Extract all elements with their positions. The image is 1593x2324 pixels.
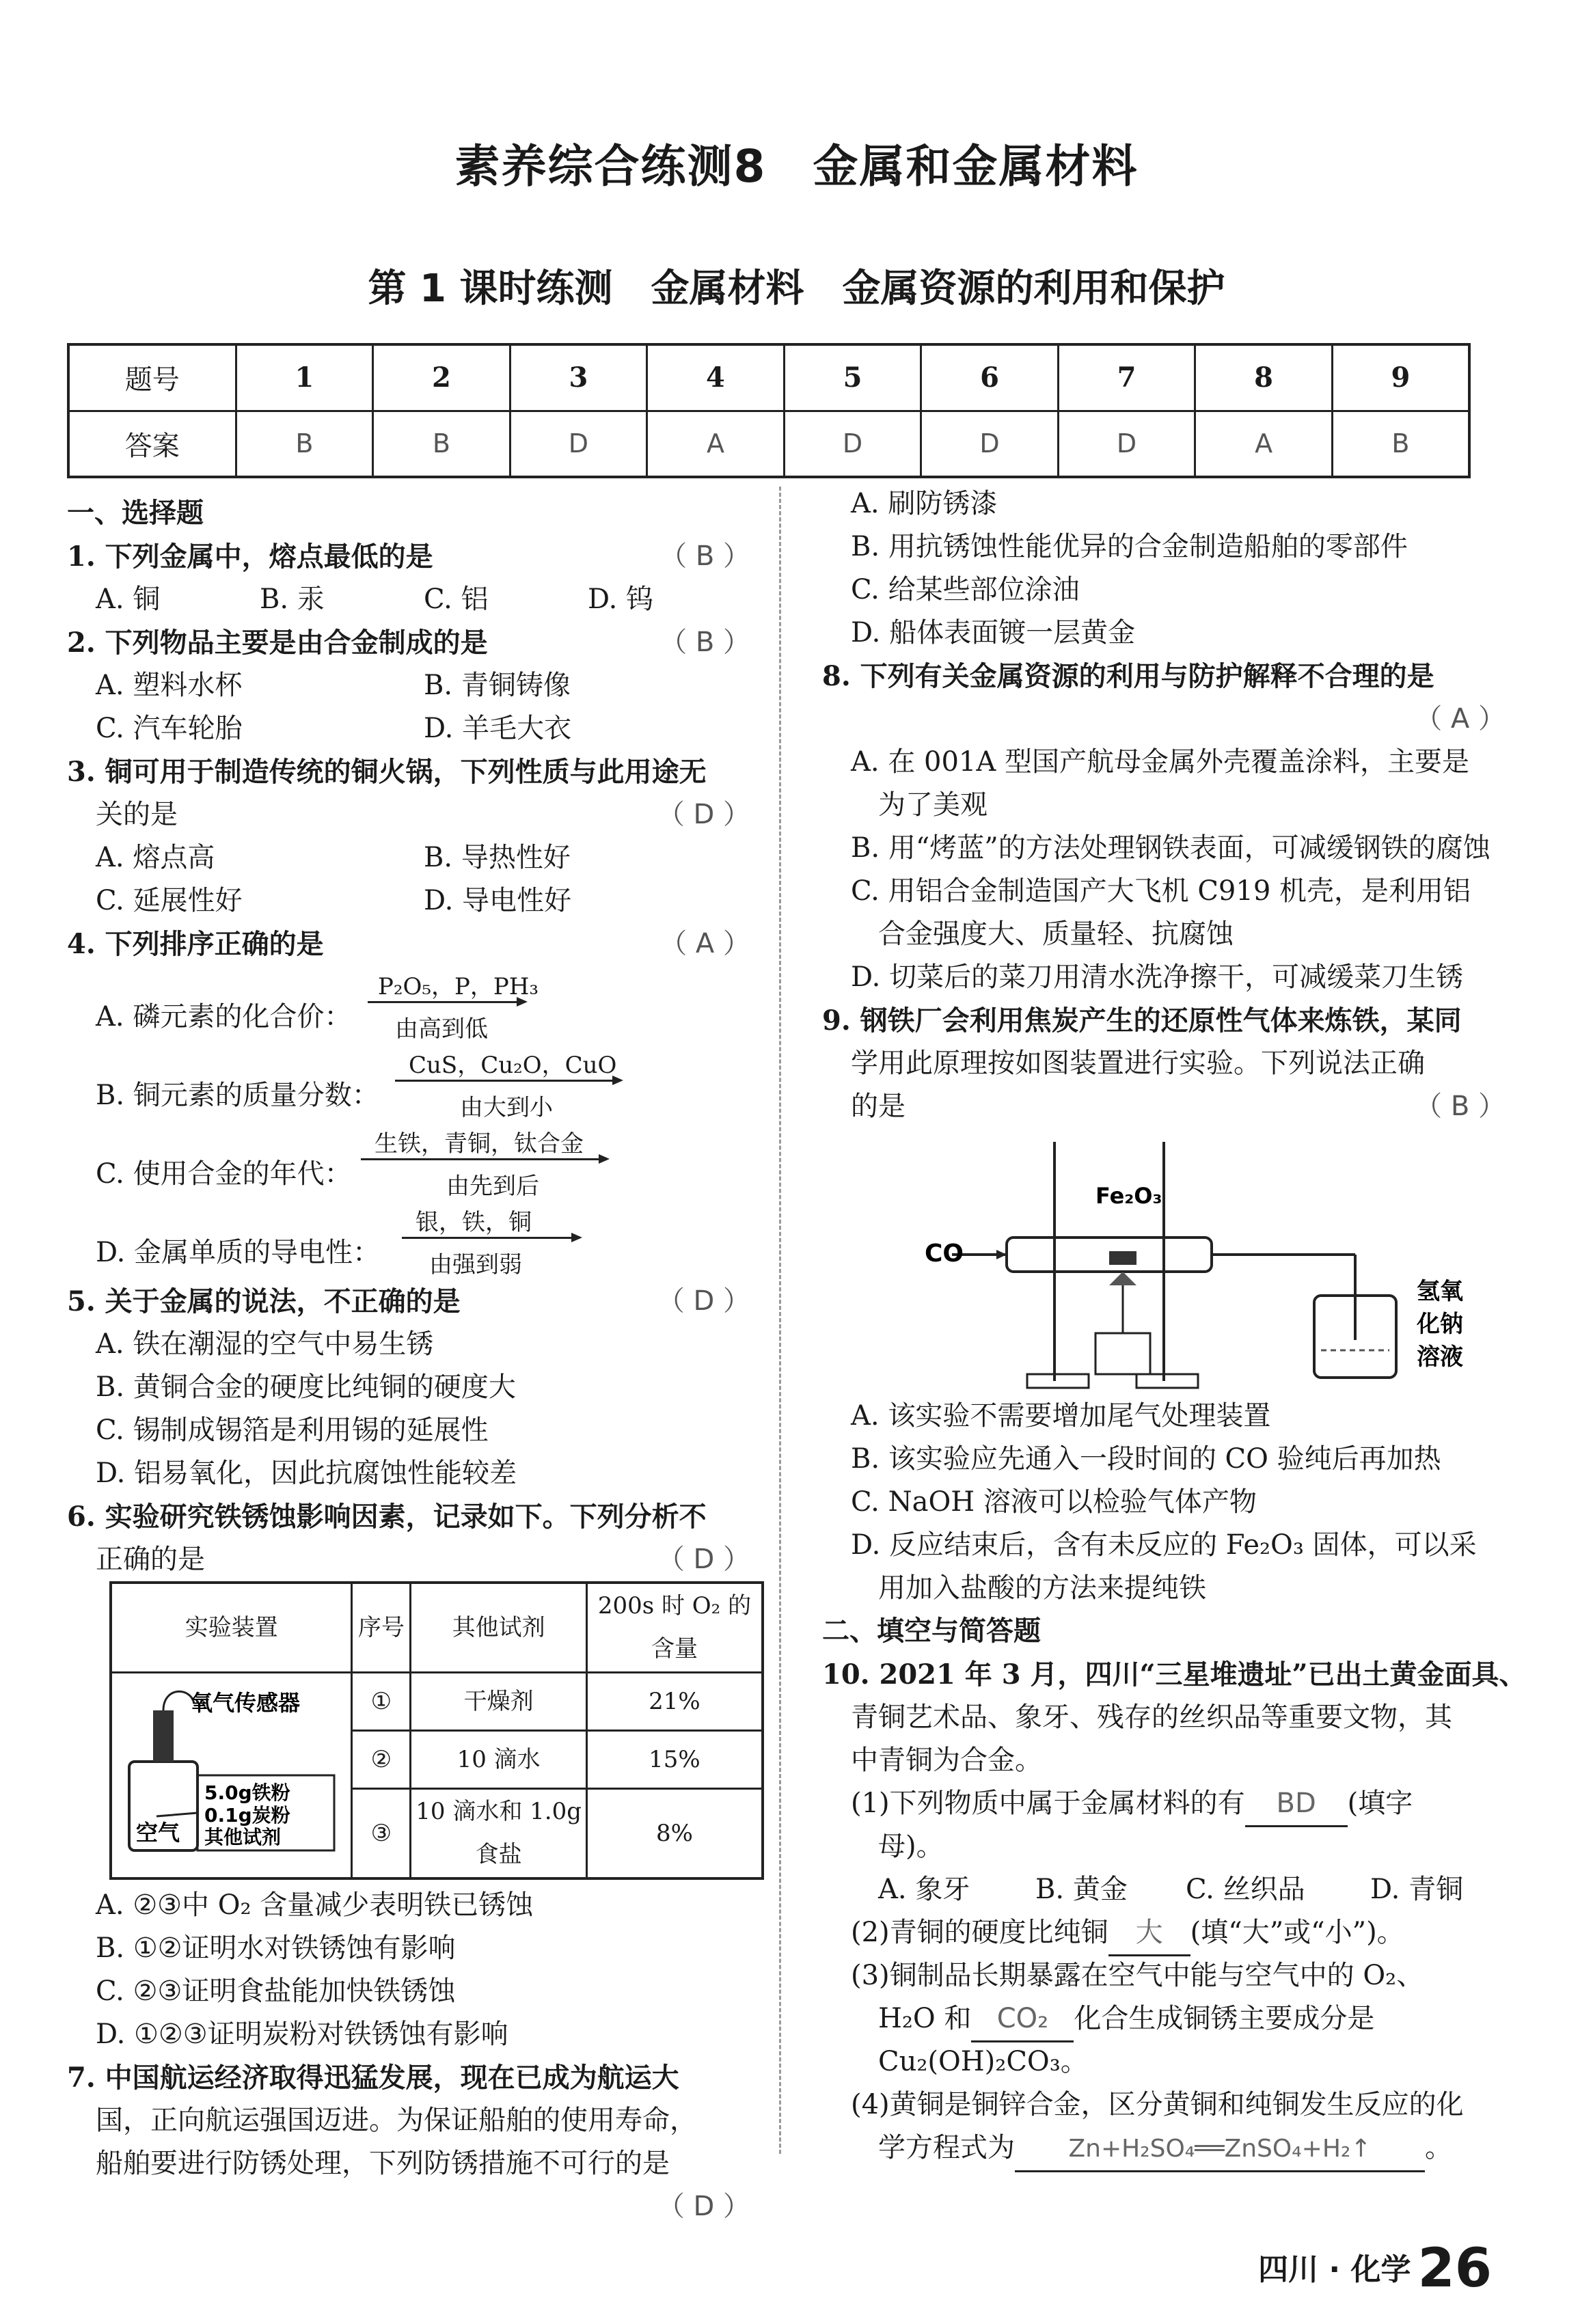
answer-cell: A <box>647 411 785 477</box>
option: D. ①②③证明炭粉对铁锈蚀有影响 <box>96 2019 508 2050</box>
exp-header: 序号 <box>352 1583 411 1673</box>
option: B. ①②证明水对铁锈蚀有影响 <box>96 1932 456 1964</box>
exp-cell: 10 滴水 <box>411 1731 587 1789</box>
lesson-subtitle: 第 1 课时练测 金属材料 金属资源的利用和保护 <box>368 266 1225 311</box>
option-cont: 用加入盐酸的方法来提纯铁 <box>878 1572 1206 1604</box>
option-cont: 合金强度大、质量轻、抗腐蚀 <box>878 918 1234 950</box>
option: D. 铝易氧化，因此抗腐蚀性能较差 <box>96 1458 517 1489</box>
co-reduction-apparatus-icon <box>822 1128 1506 1395</box>
exp-header: 实验装置 <box>111 1583 352 1673</box>
option: D. 反应结束后，含有未反应的 Fe₂O₃ 固体，可以采 <box>851 1529 1477 1561</box>
sequence-order: 由大到小 <box>460 1094 553 1121</box>
part-2-text: (2)青铜的硬度比纯铜 <box>851 1917 1108 1948</box>
experiment-figure <box>822 1128 1506 1395</box>
exp-header: 200s 时 O₂ 的含量 <box>586 1583 763 1673</box>
exp-cell: 8% <box>586 1789 763 1879</box>
exp-cell: ① <box>352 1673 411 1731</box>
question-stem: 4. 下列排序正确的是 <box>67 928 324 960</box>
sequence-items: 生铁，青铜，钛合金 <box>375 1130 584 1158</box>
answer-mark: （ A ） <box>1415 703 1506 735</box>
blank-answer: 大 <box>1108 1911 1190 1956</box>
option-cont: 为了美观 <box>878 789 988 821</box>
device-box-line: 5.0g铁粉 <box>204 1781 290 1804</box>
part-4-text: 。 <box>1425 2132 1452 2163</box>
option: C. 汽车轮胎 <box>96 713 243 744</box>
answer-mark: （ B ） <box>1415 1091 1506 1122</box>
question-9: 9. 钢铁厂会利用焦炭产生的还原性气体来炼铁，某同 <box>822 1004 1462 1037</box>
exp-cell: ② <box>352 1731 411 1789</box>
option-d-sequence <box>67 1201 750 1280</box>
question-number: 9 <box>1332 344 1469 411</box>
page-title: 素养综合练测8 金属和金属材料 <box>454 140 1139 193</box>
question-number: 4 <box>647 344 785 411</box>
option: A. 铁在潮湿的空气中易生锈 <box>96 1328 434 1360</box>
part-1-text: (1)下列物质中属于金属材料的有 <box>851 1788 1245 1819</box>
option: D. 青铜 <box>1370 1874 1464 1905</box>
blank-answer: CO₂ <box>971 1997 1074 2042</box>
option: B. 导热性好 <box>424 842 571 873</box>
question-stem-cont: 青铜艺术品、象牙、残存的丝织品等重要文物，其 <box>851 1701 1452 1733</box>
left-column <box>67 492 750 2228</box>
answer-cell: D <box>784 411 921 477</box>
arrow-icon <box>402 1237 580 1239</box>
sequence-items: 银，铁，铜 <box>416 1209 532 1236</box>
option: A. 铜 <box>96 584 161 615</box>
question-number: 3 <box>510 344 647 411</box>
question-10: 10. 2021 年 3 月，四川“三星堆遗址”已出土黄金面具、 <box>822 1658 1527 1691</box>
part-2-text: (填“大”或“小”)。 <box>1190 1917 1404 1948</box>
arrow-icon <box>368 1001 525 1003</box>
exp-header: 其他试剂 <box>411 1583 587 1673</box>
question-stem: 5. 关于金属的说法，不正确的是 <box>67 1285 461 1317</box>
exp-cell: 15% <box>586 1731 763 1789</box>
question-stem-cont: 关的是 <box>96 799 178 830</box>
question-1 <box>67 535 750 578</box>
question-stem-cont: 国，正向航运强国迈进。为保证船舶的使用寿命， <box>96 2105 697 2136</box>
question-6: 6. 实验研究铁锈蚀影响因素，记录如下。下列分析不 <box>67 1501 707 1533</box>
experiment-table <box>109 1581 764 1880</box>
question-number: 2 <box>373 344 510 411</box>
option: A. 刷防锈漆 <box>851 488 998 519</box>
section-heading-fill: 二、填空与简答题 <box>822 1615 1041 1647</box>
question-number: 6 <box>921 344 1059 411</box>
page-footer <box>1258 2238 1492 2299</box>
sequence-order: 由高到低 <box>395 1015 488 1043</box>
answer-cell: D <box>1058 411 1195 477</box>
question-5 <box>67 1280 750 1323</box>
part-3-formula: Cu₂(OH)₂CO₃。 <box>878 2046 1088 2077</box>
answer-cell: D <box>921 411 1059 477</box>
option: A. 塑料水杯 <box>96 670 243 701</box>
question-number: 5 <box>784 344 921 411</box>
arrow-icon <box>395 1080 621 1082</box>
answer-mark: （ D ） <box>657 1285 750 1317</box>
option: C. 丝织品 <box>1186 1874 1305 1905</box>
question-stem-cont: 的是 <box>851 1091 906 1122</box>
blank-answer: BD <box>1245 1782 1348 1827</box>
option: A. 熔点高 <box>96 842 215 873</box>
option: C. ②③证明食盐能加快铁锈蚀 <box>96 1976 456 2007</box>
exp-cell: 10 滴水和 1.0g 食盐 <box>411 1789 587 1879</box>
part-3-text: H₂O 和 <box>878 2003 972 2034</box>
part-1-cont: 母)。 <box>878 1831 944 1862</box>
answer-mark: （ D ） <box>657 1544 750 1575</box>
question-number: 1 <box>236 344 373 411</box>
sensor-label: 氧气传感器 <box>190 1689 300 1716</box>
question-stem-cont: 正确的是 <box>96 1544 205 1575</box>
device-box-line: 0.1g炭粉 <box>204 1803 290 1827</box>
co-label: CO <box>925 1240 964 1268</box>
answer-mark: （ B ） <box>659 541 750 572</box>
footer-label: 四川 · 化学 <box>1258 2252 1411 2287</box>
option: D. 切菜后的菜刀用清水洗净擦干，可减缓菜刀生锈 <box>851 961 1464 993</box>
exp-cell: 21% <box>586 1673 763 1731</box>
option: D. 羊毛大衣 <box>424 713 572 744</box>
answer-table-row1-label: 题号 <box>68 344 236 411</box>
sequence-order: 由强到弱 <box>429 1251 522 1279</box>
answer-cell: B <box>373 411 510 477</box>
naoh-label: 溶液 <box>1417 1343 1463 1371</box>
question-stem-cont: 中青铜为合金。 <box>851 1745 1042 1776</box>
answer-table <box>67 343 1471 478</box>
fe2o3-label: Fe₂O₃ <box>1095 1183 1162 1209</box>
option-b-sequence <box>67 1044 750 1123</box>
option-label: D. 金属单质的导电性： <box>96 1237 381 1268</box>
option: A. 在 001A 型国产航母金属外壳覆盖涂料，主要是 <box>851 746 1469 778</box>
option: A. 该实验不需要增加尾气处理装置 <box>851 1400 1271 1432</box>
option-c-sequence <box>67 1123 750 1201</box>
exp-cell: 干燥剂 <box>411 1673 587 1731</box>
option-a-sequence <box>67 966 750 1044</box>
question-number: 7 <box>1058 344 1195 411</box>
part-3-text: 化合生成铜锈主要成分是 <box>1074 2003 1375 2034</box>
option: D. 导电性好 <box>424 885 572 916</box>
arrow-icon <box>361 1158 607 1160</box>
answer-mark: （ A ） <box>659 928 750 959</box>
iron-rust-apparatus-icon <box>115 1680 348 1857</box>
experiment-device <box>111 1673 352 1879</box>
question-stem-cont: 学用此原理按如图装置进行实验。下列说法正确 <box>851 1048 1425 1079</box>
question-stem: 1. 下列金属中，熔点最低的是 <box>67 541 433 573</box>
naoh-label: 化钠 <box>1417 1311 1463 1338</box>
section-heading-choice: 一、选择题 <box>67 497 204 529</box>
option: B. 黄铜合金的硬度比纯铜的硬度大 <box>96 1371 516 1403</box>
option: B. 黄金 <box>1035 1874 1128 1905</box>
option-label: C. 使用合金的年代： <box>96 1158 352 1190</box>
question-2 <box>67 621 750 664</box>
option: D. 钨 <box>588 584 654 615</box>
option: A. 象牙 <box>878 1874 970 1905</box>
option: B. 青铜铸像 <box>424 670 571 701</box>
air-label: 空气 <box>135 1819 180 1846</box>
answer-cell: A <box>1195 411 1333 477</box>
answer-cell: B <box>236 411 373 477</box>
answer-table-row2-label: 答案 <box>68 411 236 477</box>
right-column <box>822 482 1527 2170</box>
option: B. 用“烤蓝”的方法处理钢铁表面，可减缓钢铁的腐蚀 <box>851 832 1490 864</box>
answer-mark: （ D ） <box>657 2191 750 2222</box>
answer-mark: （ D ） <box>657 799 750 830</box>
part-3-text: (3)铜制品长期暴露在空气中能与空气中的 O₂、 <box>851 1960 1424 1991</box>
sequence-items: P₂O₅，P，PH₃ <box>378 973 539 1000</box>
column-divider <box>779 487 781 2154</box>
part-1-text: (填字 <box>1347 1788 1413 1819</box>
blank-answer: Zn+H₂SO₄══ZnSO₄+H₂↑ <box>1015 2127 1425 2172</box>
option-label: A. 磷元素的化合价： <box>96 1001 352 1033</box>
option: D. 船体表面镀一层黄金 <box>851 617 1136 648</box>
question-8: 8. 下列有关金属资源的利用与防护解释不合理的是 <box>822 660 1434 692</box>
option: B. 该实验应先通入一段时间的 CO 验纯后再加热 <box>851 1443 1441 1475</box>
answer-cell: D <box>510 411 647 477</box>
option: C. 延展性好 <box>96 885 243 916</box>
naoh-label: 氢氧 <box>1417 1278 1463 1305</box>
exp-cell: ③ <box>352 1789 411 1879</box>
question-3: 3. 铜可用于制造传统的铜火锅，下列性质与此用途无 <box>67 756 707 788</box>
question-stem: 2. 下列物品主要是由合金制成的是 <box>67 627 488 659</box>
option: B. 汞 <box>260 584 325 615</box>
question-7: 7. 中国航运经济取得迅猛发展，现在已成为航运大 <box>67 2062 679 2094</box>
part-4-text: 学方程式为 <box>878 2132 1015 2163</box>
option: C. NaOH 溶液可以检验气体产物 <box>851 1486 1257 1518</box>
page-number: 26 <box>1417 2238 1492 2299</box>
option: B. 用抗锈蚀性能优异的合金制造船舶的零部件 <box>851 531 1408 562</box>
option: A. ②③中 O₂ 含量减少表明铁已锈蚀 <box>96 1889 534 1921</box>
option: C. 锡制成锡箔是利用锡的延展性 <box>96 1414 489 1446</box>
sequence-items: CuS，Cu₂O，CuO <box>409 1052 617 1079</box>
answer-mark: （ B ） <box>659 627 750 658</box>
part-4-text: (4)黄铜是铜锌合金，区分黄铜和纯铜发生反应的化 <box>851 2089 1464 2120</box>
option: C. 铝 <box>424 584 489 615</box>
question-stem-cont: 船舶要进行防锈处理，下列防锈措施不可行的是 <box>96 2148 670 2179</box>
device-box-line: 其他试剂 <box>204 1825 281 1848</box>
option-label: B. 铜元素的质量分数： <box>96 1080 379 1111</box>
answer-cell: B <box>1332 411 1469 477</box>
option: C. 用铝合金制造国产大飞机 C919 机壳，是利用铝 <box>851 875 1471 907</box>
question-number: 8 <box>1195 344 1333 411</box>
sequence-order: 由先到后 <box>446 1173 539 1200</box>
question-4 <box>67 922 750 966</box>
option: C. 给某些部位涂油 <box>851 574 1080 605</box>
